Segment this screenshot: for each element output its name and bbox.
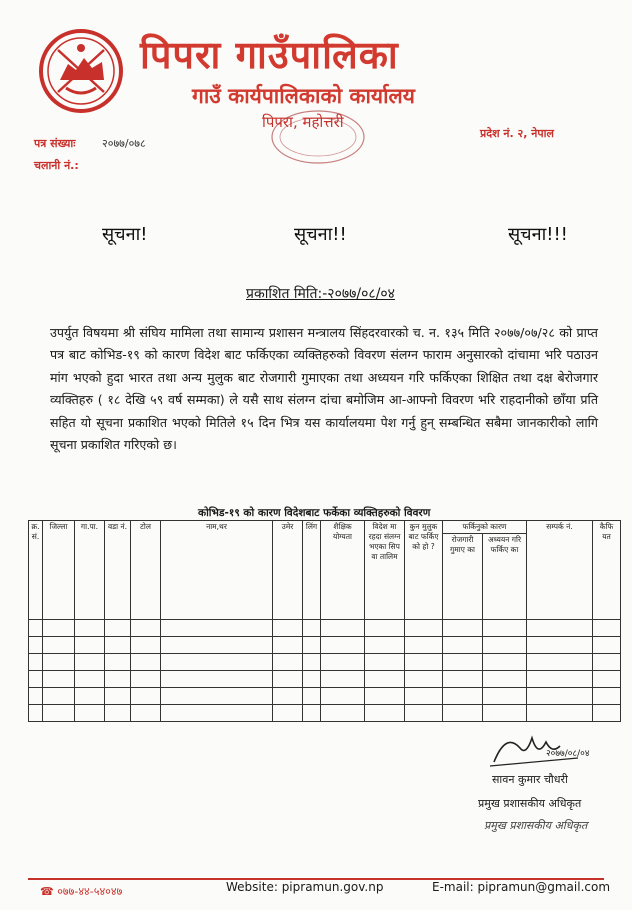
table-cell [43,705,75,722]
table-row [29,620,621,637]
table-cell [303,620,321,637]
table-cell [105,705,131,722]
table-cell [105,654,131,671]
table-cell [405,688,443,705]
th-gender: लिंग [303,521,321,620]
table-cell [43,688,75,705]
returnee-details-table [28,520,621,722]
table-cell [365,654,405,671]
table-cell [483,654,527,671]
table-cell [273,620,303,637]
table-cell [105,688,131,705]
table-cell [405,705,443,722]
table-cell [273,671,303,688]
table-row [29,654,621,671]
stamp-text: पिपरा, महोत्तरी [262,113,344,131]
table-cell [527,671,593,688]
table-cell [365,637,405,654]
table-cell [303,654,321,671]
table-row [29,705,621,722]
patra-label: पत्र संख्याः [34,137,76,150]
table-cell [527,637,593,654]
notice-body: उपर्युत विषयमा श्री संघिय मामिला तथा सामान्य प्रशासन मन्त्रालय सिंहदरवारको च. न. १३५ मिति २०७७/०७/२८ को प्राप्त पत्र बाट कोभिड-१९ को कारण विदेश बाट फर्किएका व्यक्तिहरुको विवरण संलग्न फाराम अनुसारको दांचामा भरि पठाउन मांग भएको हुदा भारत तथा अन्य मुलुक बाट रोजगारी गुमाएका तथा अध्ययन गरि फर्किएका शिक्षित तथा दक्ष बेरोजगार व्यक्तिहरु ( १८ देखि ५९ वर्ष सम्मका) ले यसै साथ संलग्न दांचा बमोजिम आ-आफ्नो विवरण भरि राहदानीको छाँया प्रति सहित यो सूचना प्रकाशित भएको मितिले १५ दिन भित्र यस कार्यालयमा पेश गर्नु हुन् सम्बन्धित सबैमा जानकारीको लागि सूचना प्रकाशित गरिएको छ। [50,325,598,453]
province-label: प्रदेश नं. २, नेपाल [480,127,554,140]
table-cell [593,688,621,705]
th-education: शैक्षिक योग्यता [321,521,365,620]
table-cell [443,671,483,688]
table-cell [161,688,273,705]
table-cell [527,705,593,722]
table-cell [75,620,105,637]
signatory-name: सावन कुमार चौधरी [492,773,568,786]
signature-date: २०७७/०८/०४ [546,749,590,759]
municipality-title: पिपरा गाउँपालिका [140,33,399,77]
table-cell [527,654,593,671]
table-cell [321,654,365,671]
table-cell [75,671,105,688]
table-row [29,637,621,654]
table-cell [321,688,365,705]
th-country: कुन मुलुक बाट फर्किए को हो ? [405,521,443,620]
table-cell [321,637,365,654]
designation-stamp: प्रमुख प्रशासकीय अधिकृत [484,819,588,832]
table-cell [131,654,161,671]
footer-website[interactable]: Website: pipramun.gov.np [226,880,384,894]
office-subtitle: गाउँ कार्यपालिकाको कार्यालय [192,84,415,108]
table-cell [273,688,303,705]
table-cell [483,671,527,688]
table-cell [273,705,303,722]
table-cell [29,705,43,722]
th-contact: सम्पर्क नं. [527,521,593,620]
patra-value: २०७७/०७८ [102,137,146,150]
table-row [29,688,621,705]
table-cell [105,620,131,637]
phone-number: ०७७-४४-५४०४७ [57,885,123,898]
th-tole: टोल [131,521,161,620]
notice-1: सूचना! [102,224,148,245]
table-cell [443,637,483,654]
footer-phone [40,884,122,899]
table-cell [321,671,365,688]
table-cell [29,671,43,688]
th-reason-job: रोजगारी गुमाए का [443,534,483,620]
th-remarks: कैफि यत [593,521,621,620]
table-cell [483,637,527,654]
table-cell [43,654,75,671]
table-cell [273,654,303,671]
table-cell [443,688,483,705]
table-cell [321,620,365,637]
table-cell [321,705,365,722]
table-cell [43,671,75,688]
th-district: जिल्ला [43,521,75,620]
table-cell [483,620,527,637]
footer-email[interactable]: E-mail: pipramun@gmail.com [432,880,611,894]
table-cell [443,705,483,722]
table-row [29,671,621,688]
th-ward: वडा नं. [105,521,131,620]
table-cell [131,637,161,654]
th-skill: विदेश मा रहदा संलग्न भएका सिप वा तालिम [365,521,405,620]
table-cell [105,671,131,688]
table-cell [483,705,527,722]
table-cell [527,620,593,637]
table-cell [105,637,131,654]
notice-3: सूचना!!! [508,224,568,245]
table-cell [43,620,75,637]
table-cell [131,688,161,705]
table-cell [303,705,321,722]
table-cell [365,705,405,722]
table-cell [443,620,483,637]
notice-2: सूचना!! [294,224,347,245]
table-cell [405,654,443,671]
table-cell [75,688,105,705]
table-title: कोभिड-१९ को कारण विदेशबाट फर्केका व्यक्तिहरुको विवरण [198,507,431,519]
table-cell [29,637,43,654]
table-cell [405,637,443,654]
table-cell [131,671,161,688]
nepal-emblem-logo [38,28,124,114]
table-cell [43,637,75,654]
th-sn: क्र. सं. [29,521,43,620]
table-cell [593,654,621,671]
th-reason-study: अध्ययन गरि फर्किए का [483,534,527,620]
table-cell [593,671,621,688]
table-cell [365,620,405,637]
table-cell [483,688,527,705]
table-cell [131,620,161,637]
published-date: प्रकाशित मिति:-२०७७/०८/०४ [246,286,395,302]
table-cell [161,620,273,637]
table-cell [593,705,621,722]
table-cell [161,637,273,654]
table-cell [593,637,621,654]
signatory-designation: प्रमुख प्रशासकीय अधिकृत [478,797,582,810]
th-gapa: गा.पा. [75,521,105,620]
chalani-label: चलानी नं.: [34,159,79,172]
table-cell [303,688,321,705]
th-name: नाम,थर [161,521,273,620]
table-cell [75,654,105,671]
table-cell [29,654,43,671]
table-cell [527,688,593,705]
table-cell [161,671,273,688]
phone-icon: ☎ [40,885,54,898]
table-cell [75,705,105,722]
th-reason: फर्किनुको कारण [443,521,527,534]
table-cell [161,705,273,722]
table-cell [303,637,321,654]
table-cell [273,637,303,654]
table-cell [29,620,43,637]
table-cell [405,620,443,637]
table-cell [593,620,621,637]
table-cell [75,637,105,654]
table-cell [443,654,483,671]
table-cell [365,688,405,705]
table-cell [365,671,405,688]
table-cell [405,671,443,688]
table-cell [303,671,321,688]
table-cell [29,688,43,705]
th-age: उमेर [273,521,303,620]
table-cell [131,705,161,722]
table-cell [161,654,273,671]
